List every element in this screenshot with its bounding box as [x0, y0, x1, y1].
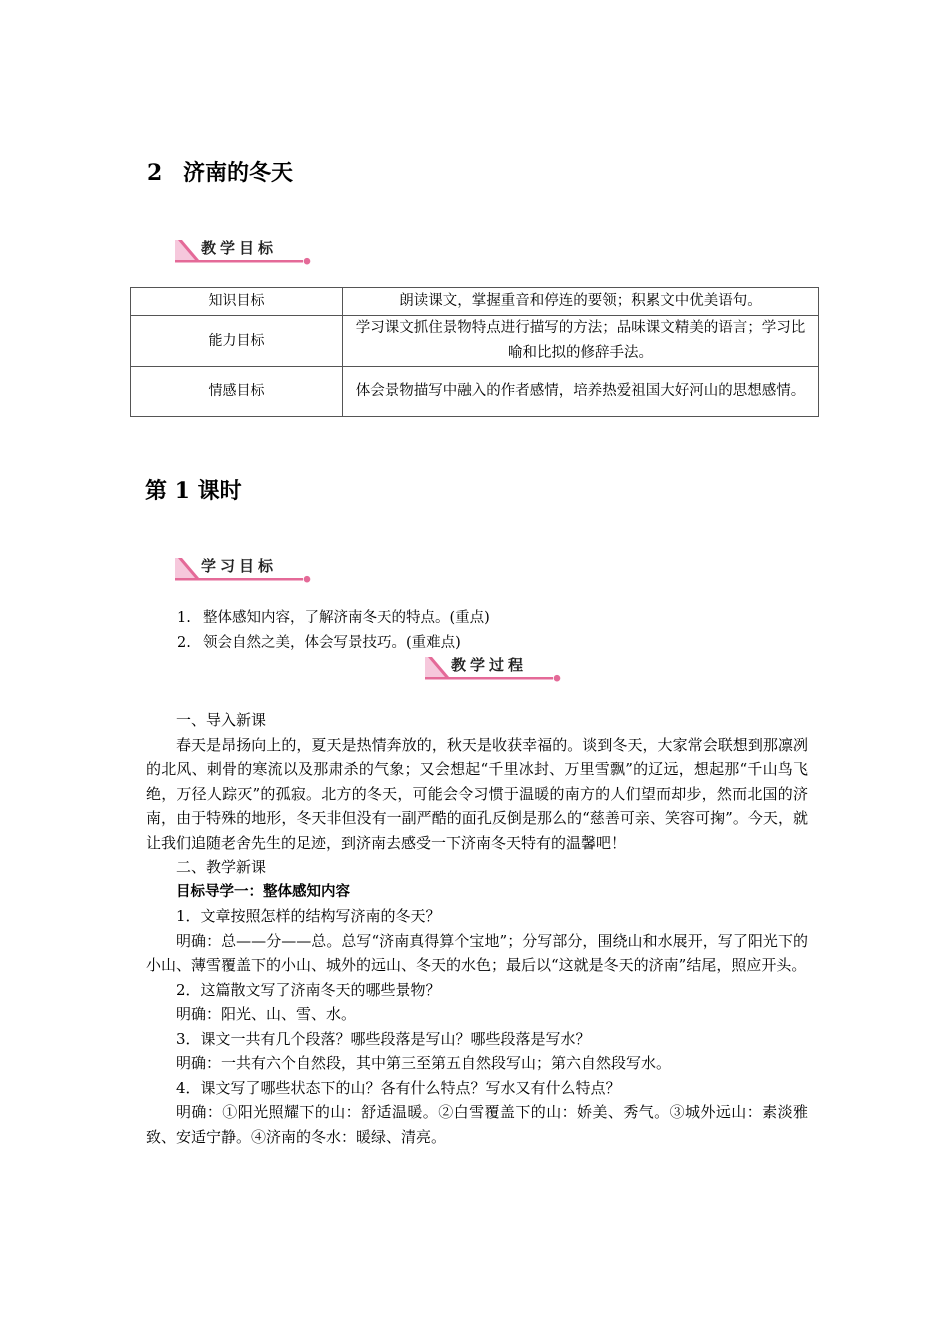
banner-label: 学习目标 — [201, 557, 278, 575]
answer: 明确：一共有六个自然段，其中第三至第五自然段写山；第六自然段写水。 — [176, 1054, 672, 1072]
list-number: 2. — [177, 635, 191, 651]
goals-table — [130, 287, 819, 417]
table-row — [131, 367, 819, 417]
subsection-heading: 目标导学一：整体感知内容 — [176, 883, 350, 900]
goal-label: 知识目标 — [131, 288, 343, 316]
goal-content: 朗读课文，掌握重音和停连的要领；积累文中优美语句。 — [343, 288, 819, 316]
table-row — [131, 288, 819, 316]
goal-content: 体会景物描写中融入的作者感情，培养热爱祖国大好河山的思想感情。 — [343, 367, 819, 417]
list-text: 整体感知内容，了解济南冬天的特点。(重点) — [203, 610, 490, 626]
table-row — [131, 316, 819, 367]
answer: 明确：总——分——总。总写“济南真得算个宝地”；分写部分，围绕山和水展开，写了阳光下的小山、薄雪覆盖下的小山、城外的远山、冬天的水色；最后以“这就是冬天的济南”结尾，照应开头。 — [146, 931, 808, 974]
banner-label: 教学目标 — [201, 239, 278, 257]
goal-content: 学习课文抓住景物特点进行描写的方法；品味课文精美的语言；学习比喻和比拟的修辞手法。 — [343, 316, 819, 367]
question: 1．文章按照怎样的结构写济南的冬天？ — [176, 907, 441, 925]
lesson-title: 第 1 课时 — [145, 478, 242, 504]
lesson-body — [146, 708, 808, 1149]
section-heading: 二、教学新课 — [176, 858, 267, 876]
chapter-title: 济南的冬天 — [183, 160, 294, 186]
banner-label: 教学过程 — [451, 656, 528, 674]
question: 4．课文写了哪些状态下的山？各有什么特点？写水又有什么特点？ — [176, 1078, 621, 1097]
teaching-goals-banner — [175, 234, 313, 266]
answer: 明确：阳光、山、雪、水。 — [176, 1005, 357, 1023]
chapter-number: 2 — [147, 160, 163, 186]
teaching-process-banner — [425, 651, 563, 683]
question: 2．这篇散文写了济南冬天的哪些景物？ — [176, 980, 441, 999]
list-item — [177, 631, 461, 652]
question: 3．课文一共有几个段落？哪些段落是写山？哪些段落是写水？ — [176, 1029, 591, 1048]
answer: 明确：①阳光照耀下的山：舒适温暖。②白雪覆盖下的山：娇美、秀气。③城外远山：素淡雅致、安适宁静。④济南的冬水：暖绿、清亮。 — [146, 1103, 808, 1146]
section-heading: 一、导入新课 — [176, 711, 267, 729]
goal-label: 能力目标 — [131, 316, 343, 367]
paragraph: 春天是昂扬向上的，夏天是热情奔放的，秋天是收获幸福的。谈到冬天，大家常会联想到那凛冽的北风、刺骨的寒流以及那肃杀的气象；又会想起“千里冰封、万里雪飘”的辽远，想起那“千山鸟飞绝，万径人踪灭”的孤寂。北方的冬天，可能会令习惯于温暖的南方的人们望而却步，然而北国的济南，由于特殊的地形，冬天非但没有一副严酷的面孔反倒是那么的“慈善可亲、笑容可掬”。今天，就让我们追随老舍先生的足迹，到济南去感受一下济南冬天特有的温馨吧！ — [146, 735, 808, 852]
page-title — [147, 156, 293, 187]
list-number: 1. — [177, 610, 191, 626]
study-goals-banner — [175, 552, 313, 584]
list-item — [177, 606, 490, 627]
list-text: 领会自然之美，体会写景技巧。(重难点) — [203, 635, 461, 651]
goal-label: 情感目标 — [131, 367, 343, 417]
